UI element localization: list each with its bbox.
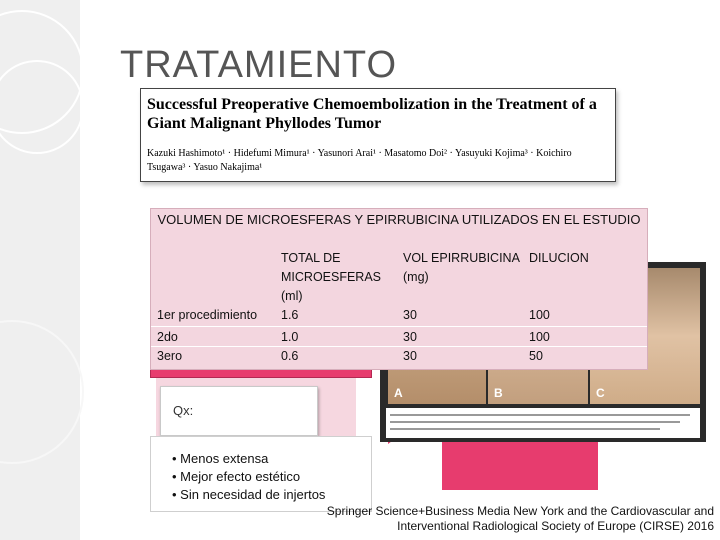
- paper-authors: Kazuki Hashimoto¹ · Hidefumi Mimura¹ · Yasunori Arai¹ · Masatomo Doi² · Yasuyuki Kojima³ · Koichiro Tsugawa³ · Yasuo Nakajima¹: [147, 148, 572, 173]
- table-cell: 30: [403, 308, 417, 322]
- footer-line: Springer Science+Business Media New York and the Cardiovascular and: [326, 504, 714, 518]
- photo-letter: C: [596, 386, 605, 400]
- footer-line: Interventional Radiological Society of Europe (CIRSE) 2016: [397, 519, 714, 533]
- table-heading: VOLUMEN DE MICROESFERAS Y EPIRRUBICINA UTILIZADOS EN EL ESTUDIO: [157, 212, 641, 227]
- caption-line: [390, 421, 680, 423]
- table-cell: 2do: [157, 330, 178, 344]
- table-cell: 1.6: [281, 308, 299, 322]
- table-cell: 3ero: [157, 349, 183, 363]
- table-cell: 100: [529, 308, 550, 322]
- column-header: VOL EPIRRUBICINA (mg): [403, 251, 520, 284]
- table-cell: 30: [403, 349, 417, 363]
- slide-title: TRATAMIENTO: [120, 44, 397, 86]
- photo-letter: A: [394, 386, 403, 400]
- caption-line: [390, 414, 690, 416]
- figure-caption: [386, 408, 700, 438]
- list-item: • Mejor efecto estético: [172, 468, 325, 486]
- list-item: • Menos extensa: [172, 450, 325, 468]
- column-header: DILUCION: [529, 251, 589, 265]
- table-cell: 50: [529, 349, 543, 363]
- row-divider: [151, 326, 647, 327]
- paper-header-image: [140, 88, 616, 182]
- photo-letter: B: [494, 386, 503, 400]
- table-cell: 1.0: [281, 330, 299, 344]
- qx-bullet-list: [172, 450, 325, 504]
- dosage-table: [150, 208, 648, 370]
- table-cell: 100: [529, 330, 550, 344]
- source-footer: [327, 504, 714, 534]
- column-header: TOTAL DE MICROESFERAS (ml): [281, 251, 382, 303]
- caption-line: [390, 428, 660, 430]
- table-cell: 1er procedimiento: [157, 308, 258, 322]
- qx-label: Qx:: [173, 403, 194, 418]
- qx-box: [160, 386, 318, 436]
- table-cell: 0.6: [281, 349, 299, 363]
- row-divider: [151, 346, 647, 347]
- list-item: • Sin necesidad de injertos: [172, 486, 325, 504]
- table-cell: 30: [403, 330, 417, 344]
- paper-title: Successful Preoperative Chemoembolization in the Treatment of a Giant Malignant Phyllodes Tumor: [147, 96, 597, 132]
